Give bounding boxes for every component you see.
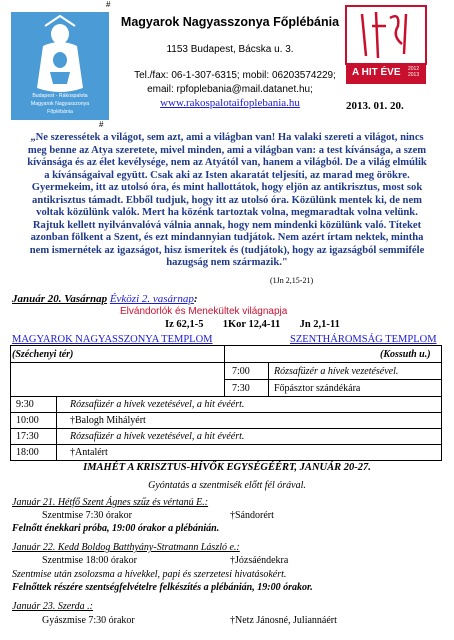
quote-line: kívánsága és az élet kevélysége, nem az Atyától van, hanem a világból. De a világ elmúlik	[27, 157, 427, 168]
day-title: Január 21. Hétfő Szent Ágnes szűz és vértanú E.:	[12, 497, 209, 508]
logo-text-line: Budapest - Rákospalota	[32, 93, 88, 99]
sunday-subtitle: Elvándorlók és Menekültek világnapja	[120, 306, 288, 317]
parish-logo	[5, 4, 115, 124]
schedule-text: Rózsafüzér a hívek vezetésével, a hit évéért.	[70, 399, 245, 410]
reading: 1Kor 12,4-11	[222, 319, 281, 330]
year-of-faith-logo	[342, 4, 430, 86]
quote-line: meg benne az Atya szeretete, mivel minden, ami a világban van: a test kívánsága, a szem	[27, 144, 427, 156]
year-label: 2012	[408, 66, 420, 72]
schedule-text: Főpásztor szándékára	[274, 383, 361, 394]
sunday-day-name: Évközi 2. vasárnap	[109, 293, 194, 305]
quote-reference: (1Jn 2,15-21)	[270, 276, 314, 285]
schedule-time: 10:00	[16, 415, 39, 426]
day-note: Felnőtt énekkari próba, 19:00 órakor a plébánián.	[12, 523, 220, 534]
logo-text-line: Főplébánia	[47, 109, 73, 115]
day-note: Felnőttek részére szentségfelvételre felkészítés a plébánián, 19:00 órakor.	[12, 582, 313, 593]
quote-line: azonban fölkent a Szent, és ezt mindannyian tudjátok. Nem azért írtam nektek, mintha	[30, 232, 424, 243]
schedule-time: 7:30	[232, 383, 250, 394]
church-right-sub: (Kossuth u.)	[380, 349, 431, 360]
confession-note: Gyóntatás a szentmisék előtt fél órával.	[148, 480, 306, 491]
church-left-name: MAGYAROK NAGYASSZONYA TEMPLOM	[12, 334, 213, 345]
schedule-time: 7:00	[232, 366, 250, 377]
reading: Iz 62,1-5	[165, 319, 204, 330]
parish-email: email: rpfoplebania@mail.datanet.hu;	[147, 84, 313, 95]
corner-mark: #	[106, 0, 111, 9]
parish-name: Magyarok Nagyasszonya Főplébánia	[120, 15, 340, 29]
day-intention: †Netz Jánosné, Juliannáért	[230, 615, 337, 626]
parish-phones: Tel./fax: 06-1-307-6315; mobil: 06203574229;	[134, 70, 336, 81]
day-mass: Szentmise 7:30 órakor	[42, 510, 132, 521]
day-title: Január 23. Szerda .:	[12, 601, 94, 612]
year-label: 2013	[408, 72, 420, 78]
sunday-day-suffix: :	[193, 293, 198, 305]
schedule-time: 18:00	[16, 447, 39, 458]
day-mass: Szentmise 18:00 órakor	[42, 555, 137, 566]
schedule-text: †Balogh Mihályért	[70, 415, 146, 426]
year-of-faith-label: A HIT ÉVE	[352, 67, 401, 78]
parish-website-link[interactable]: www.rakospalotaifoplebania.hu	[160, 97, 300, 109]
day-intention: †Sándorért	[230, 510, 274, 521]
quote-line: Gyermekeim, itt az utolsó óra, és mint hallottátok, hogy eljön az antikrisztus, most sok	[31, 182, 423, 193]
schedule-time: 17:30	[16, 431, 39, 442]
quote-line: „Ne szeressétek a világot, sem azt, ami a világban van! Ha valaki szereti a világot, nincs	[30, 132, 424, 143]
day-note: Szentmise után zsolozsma a hívekkel, papi és szerzetesi hivatásokért.	[12, 569, 287, 580]
quote-line: voltak közülünk valók. Mert ha közénk tartoztak volna, megmaradtak volna velünk.	[36, 207, 418, 218]
sunday-date: Január 20. Vasárnap	[12, 293, 108, 305]
church-left-sub: (Széchenyi tér)	[12, 349, 74, 360]
church-right-name: SZENTHÁROMSÁG TEMPLOM	[290, 334, 437, 345]
scripture-quote	[12, 132, 442, 270]
quote-line: nem ismernétek az igazságot, hisz ismeritek és (tudjátok), hogy az igazságból semmiféle	[29, 244, 425, 256]
quote-line: antikrisztus támadt. Ebből tudjuk, hogy itt az utolsó óra. Közülünk mentek ki, de nem	[32, 194, 422, 206]
logo-text-line: Magyarok Nagyasszonya	[30, 101, 90, 107]
bulletin-date: 2013. 01. 20.	[346, 100, 404, 112]
schedule-time: 9:30	[16, 399, 34, 410]
day-title: Január 22. Kedd Boldog Batthyány-Stratmann László e.:	[12, 542, 240, 553]
reading: Jn 2,1-11	[299, 319, 340, 330]
schedule-text: Rózsafüzér a hívek vezetésével.	[274, 366, 399, 377]
schedule-text: †Antalért	[70, 447, 108, 458]
corner-mark: #	[99, 120, 104, 129]
quote-line: Rajtuk kellett nyilvánvalóvá válnia annak, hogy nem mindenki közülünk való. Títeket	[32, 219, 422, 231]
quote-line: hazugság nem származik."	[166, 257, 288, 268]
schedule-text: Rózsafüzér a hívek vezetésével, a hit évéért.	[70, 431, 245, 442]
quote-line: a kívánságaival együtt. Csak aki az Isten akaratát teljesíti, az marad meg örökre.	[44, 169, 410, 181]
day-intention: †Józsáéndekra	[230, 555, 289, 566]
day-mass: Gyászmise 7:30 órakor	[42, 615, 135, 626]
prayer-week-notice: IMAHÉT A KRISZTUS-HÍVŐK EGYSÉGÉÉRT, JANUÁR 20-27.	[83, 462, 371, 473]
parish-address: 1153 Budapest, Bácska u. 3.	[166, 44, 294, 55]
